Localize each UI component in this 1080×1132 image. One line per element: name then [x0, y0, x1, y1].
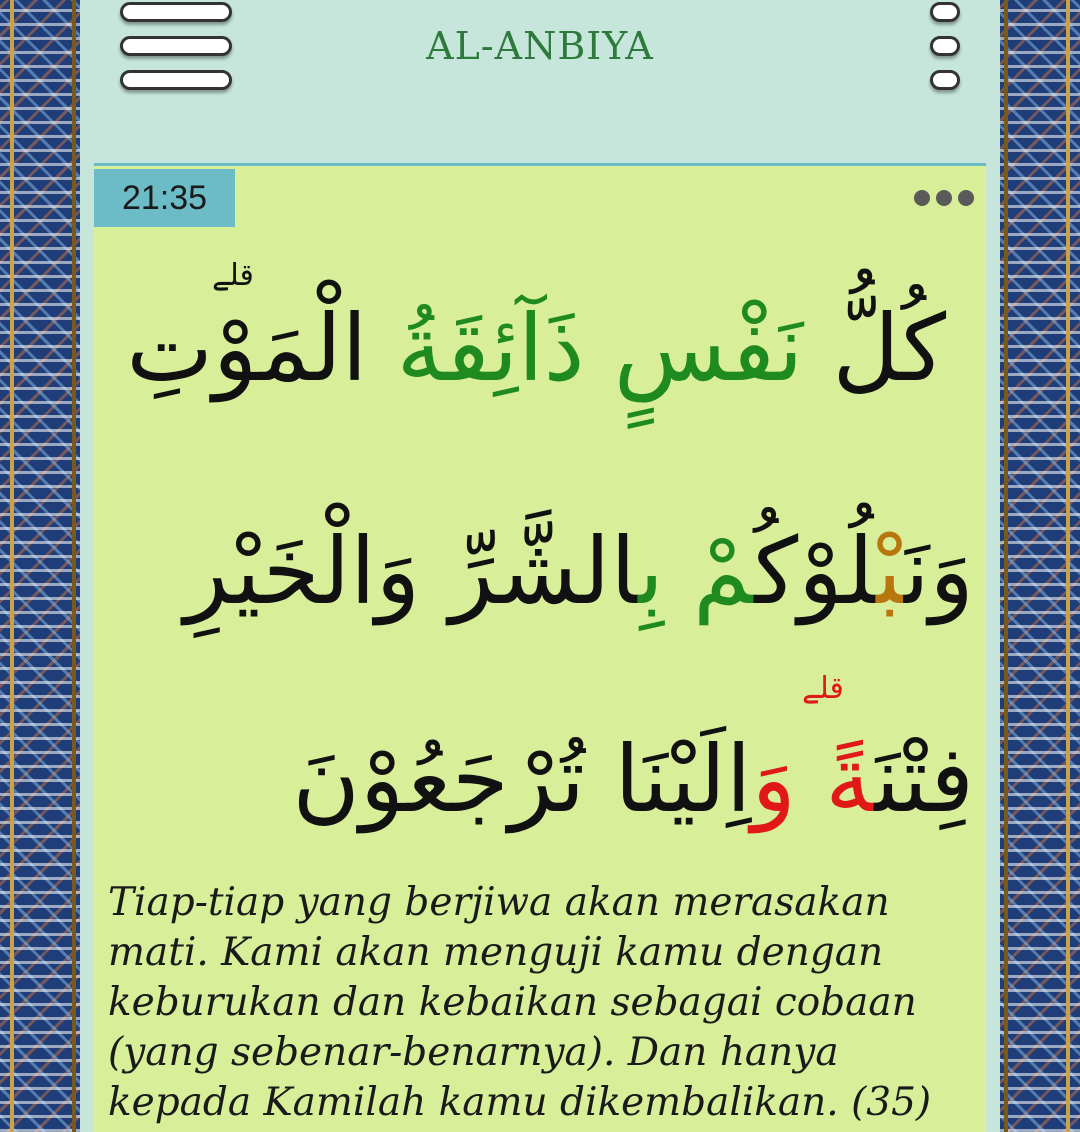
ornamental-border-right: [1000, 0, 1080, 1132]
arabic-segment-tajweed: مْ: [693, 518, 755, 625]
arabic-segment: اِلَيْنَا: [614, 726, 752, 833]
arabic-segment-tajweed: وَ: [751, 726, 796, 833]
verse-translation: Tiap-tiap yang berjiwa akan merasakan mati. Kami akan menguji kamu dengan keburukan dan kebaikan sebagai cobaan (yang sebenar-benarnya). Dan hanya kepada Kamilah kamu dikembalikan. (35): [108, 880, 932, 1125]
arabic-line-2: [114, 518, 974, 625]
surah-title: AL-ANBIYA: [426, 24, 654, 68]
verse-card[interactable]: [94, 163, 986, 1132]
arabic-space: [796, 726, 825, 833]
arabic-segment-tajweed: بِ: [638, 518, 664, 625]
arabic-segment: وَنَ: [903, 518, 974, 625]
waqf-mark: قلے: [212, 258, 254, 293]
horizontal-more-icon[interactable]: [914, 190, 974, 206]
arabic-segment: وَالْخَيْرِ: [184, 518, 450, 625]
waqf-mark: قلے: [802, 671, 844, 706]
arabic-line-1: [114, 295, 946, 402]
vertical-more-icon[interactable]: [930, 0, 960, 100]
header-bar: [80, 0, 1000, 160]
arabic-segment: لُوْكُ: [754, 518, 877, 625]
arabic-line-3: [114, 726, 974, 833]
arabic-segment: الشَّرِّ: [449, 518, 639, 625]
arabic-segment: تُرْجَعُوْنَ: [292, 726, 615, 833]
ornamental-border-left: [0, 0, 80, 1132]
arabic-space: [664, 518, 693, 625]
arabic-word-tajweed: ذَآئِقَةُ: [396, 295, 585, 402]
arabic-word: الْمَوْتِ: [126, 295, 368, 402]
arabic-segment: فِتْنَ: [874, 726, 974, 833]
arabic-segment-tajweed: ةً: [825, 726, 875, 833]
verse-number-badge: 21:35: [94, 169, 235, 227]
arabic-word-tajweed: نَفْسٍ: [613, 295, 804, 402]
arabic-word: كُلُّ: [832, 295, 946, 402]
arabic-segment-tajweed: بْ: [876, 518, 904, 625]
